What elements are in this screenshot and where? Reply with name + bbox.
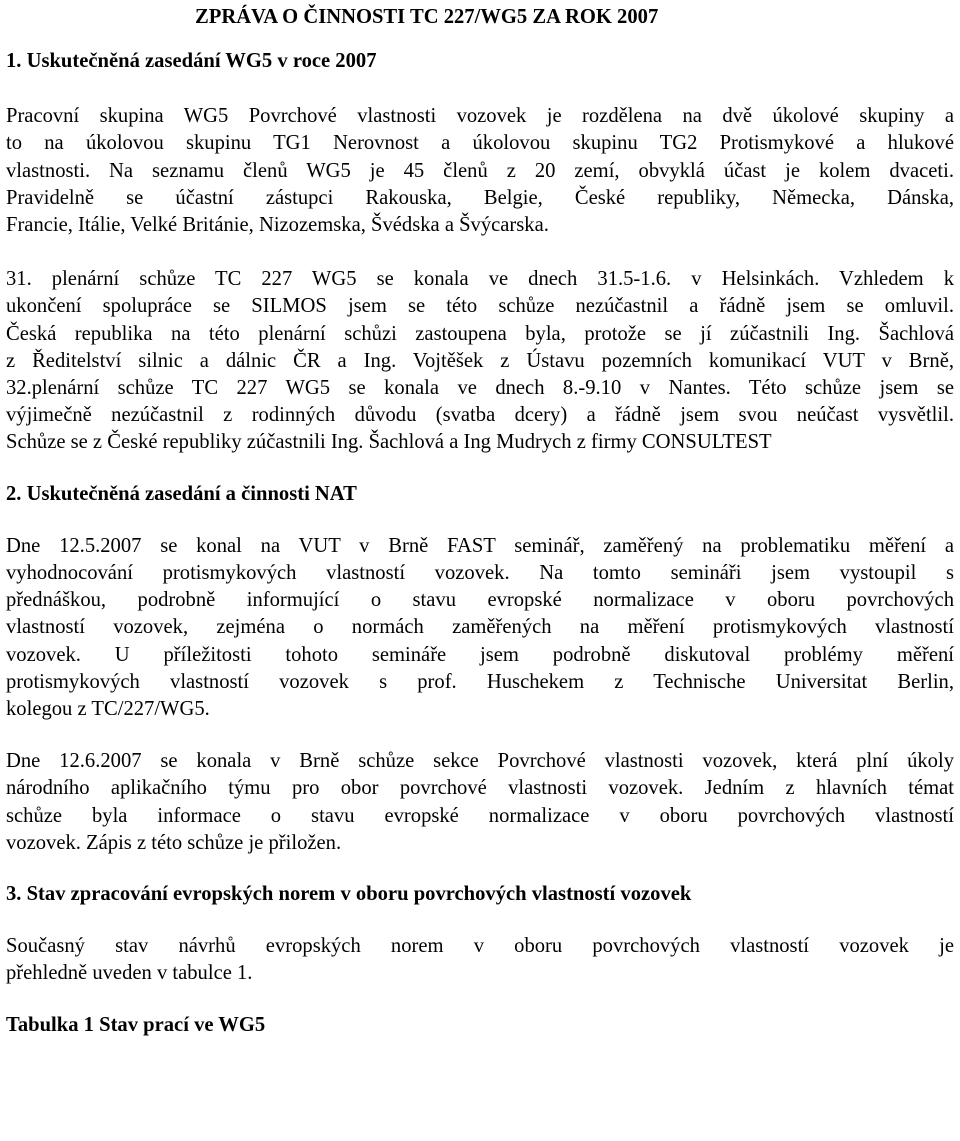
section-2-paragraph-1 [6,533,954,723]
text-line: vlastností vozovek, zejména o normách zaměřených na měření protismykových vlastností [6,616,954,639]
text-line: kolegou z TC/227/WG5. [6,698,210,721]
text-line: Schůze se z České republiky zúčastnili Ing. Šachlová a Ing Mudrych z firmy CONSULTEST [6,431,772,454]
text-line: Dne 12.5.2007 se konal na VUT v Brně FAST seminář, zaměřený na problematiku měření a [6,534,954,557]
section-2-paragraph-2 [6,748,954,857]
text-line: vlastnosti. Na seznamu členů WG5 je 45 členů z 20 zemí, obvyklá účast je kolem dvaceti. [6,159,954,182]
text-line: z Ředitelství silnic a dálnic ČR a Ing. Vojtěšek z Ústavu pozemních komunikací VUT v Brně, [6,349,954,372]
text-line: Česká republika na této plenární schůzi zastoupena byla, protože se jí zúčastnili Ing. Šachlová [6,322,954,345]
section-2-heading: 2. Uskutečněná zasedání a činnosti NAT [6,482,357,505]
text-line: 31. plenární schůze TC 227 WG5 se konala ve dnech 31.5-1.6. v Helsinkách. Vzhledem k [6,268,954,291]
text-line: vyhodnocování protismykových vlastností vozovek. Na tomto semináři jsem vystoupil s [6,562,954,585]
text-line: přehledně uveden v tabulce 1. [6,962,253,985]
text-line: to na úkolovou skupinu TG1 Nerovnost a úkolovou skupinu TG2 Protismykové a hlukové [6,132,954,155]
text-line: Pravidelně se účastní zástupci Rakouska, Belgie, České republiky, Německa, Dánska, [6,186,954,209]
section-1-paragraph-1 [6,103,954,239]
document-title: ZPRÁVA O ČINNOSTI TC 227/WG5 ZA ROK 2007 [195,6,659,28]
text-line: výjimečně nezúčastnil z rodinných důvodu (svatba dcery) a řádně jsem svou neúčast vysvětlil. [6,404,954,427]
text-line: Pracovní skupina WG5 Povrchové vlastnosti vozovek je rozdělena na dvě úkolové skupiny a [6,105,954,128]
section-1-heading: 1. Uskutečněná zasedání WG5 v roce 2007 [6,50,377,72]
text-line: Dne 12.6.2007 se konala v Brně schůze sekce Povrchové vlastnosti vozovek, která plní úkoly [6,750,954,773]
text-line: vozovek. Zápis z této schůze je přiložen. [6,831,342,854]
text-line: protismykových vlastností vozovek s prof. Huschekem z Technische Universitat Berlin, [6,670,954,693]
table-caption: Tabulka 1 Stav prací ve WG5 [6,1013,266,1036]
document-page [0,3,960,1141]
text-line: Francie, Itálie, Velké Británie, Nizozemska, Švédska a Švýcarska. [6,214,549,237]
section-3-paragraph-1 [6,933,954,987]
text-line: národního aplikačního týmu pro obor povrchové vlastnosti vozovek. Jedním z hlavních témat [6,777,954,800]
text-line: 32.plenární schůze TC 227 WG5 se konala ve dnech 8.-9.10 v Nantes. Této schůze jsem se [6,377,954,400]
text-line: přednáškou, podrobně informující o stavu evropské normalizace v oboru povrchových [6,589,954,612]
text-line: vozovek. U příležitosti tohoto semináře jsem podrobně diskutoval problémy měření [6,643,954,666]
section-3-heading: 3. Stav zpracování evropských norem v oboru povrchových vlastností vozovek [6,883,692,906]
text-line: schůze byla informace o stavu evropské normalizace v oboru povrchových vlastností [6,804,954,827]
text-line: Současný stav návrhů evropských norem v oboru povrchových vlastností vozovek je [6,935,954,958]
text-line: ukončení spolupráce se SILMOS jsem se této schůze nezúčastnil a řádně jsem se omluvil. [6,295,954,318]
section-1-paragraph-2 [6,266,954,456]
